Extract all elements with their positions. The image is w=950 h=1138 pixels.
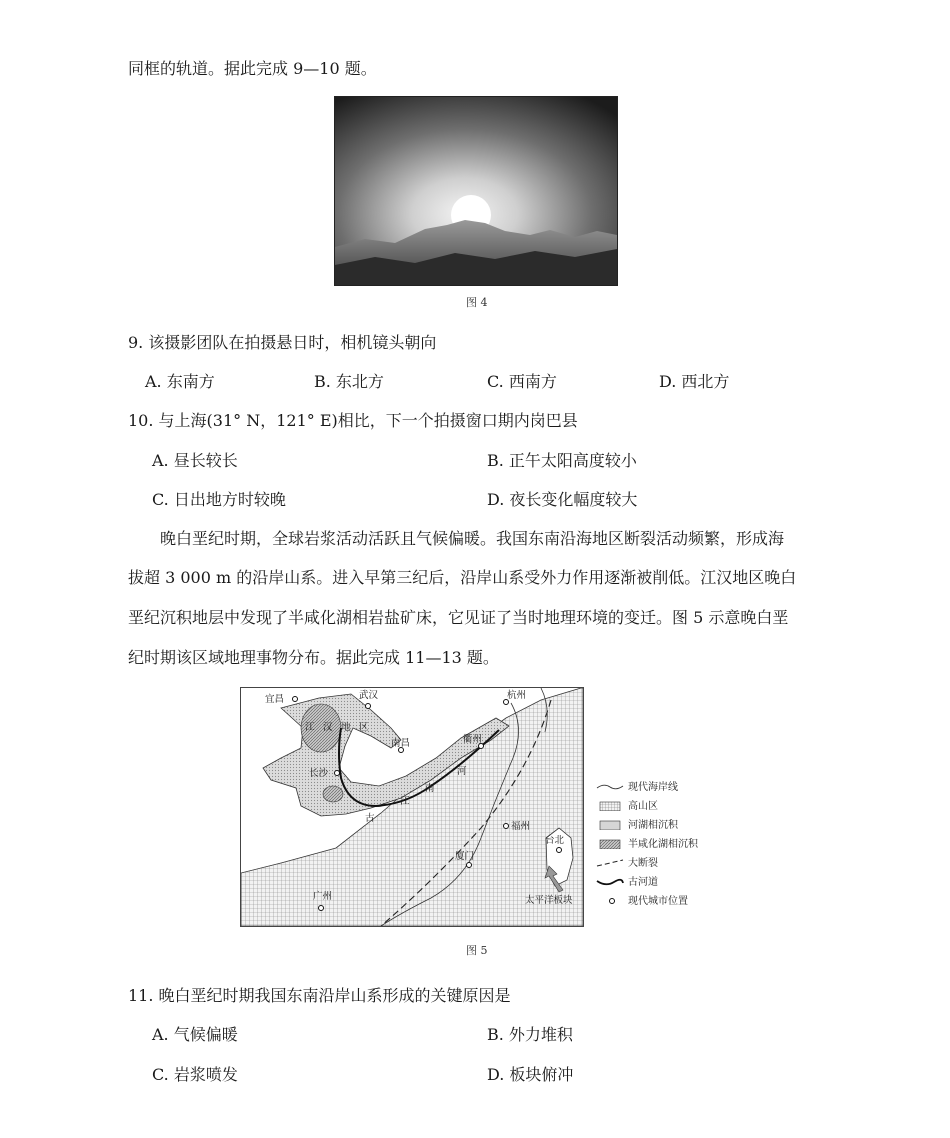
passage-line-1: 晚白垩纪时期，全球岩浆活动活跃且气候偏暖。我国东南沿海地区断裂活动频繁，形成海 — [160, 529, 785, 548]
mountain-area — [241, 688, 583, 926]
passage-line-4: 纪时期该区域地理事物分布。据此完成 11—13 题。 — [128, 648, 499, 667]
figure4-caption: 图 4 — [466, 296, 488, 309]
river-label-4: 河 — [457, 766, 467, 777]
q11-stem: 11. 晚白垩纪时期我国东南沿岸山系形成的关键原因是 — [128, 986, 511, 1005]
city-fuzhou: 福州 — [511, 821, 531, 832]
city-nanchang: 南昌 — [391, 738, 411, 749]
q9-option-a: A. 东南方 — [145, 372, 215, 391]
region-label-3: 地 — [341, 722, 351, 733]
q11-option-d: D. 板块俯冲 — [487, 1065, 574, 1084]
q10-option-a: A. 昼长较长 — [152, 451, 238, 470]
city-xiamen: 厦门 — [455, 851, 475, 862]
passage-line-3: 垩纪沉积地层中发现了半咸化湖相岩盐矿床，它见证了当时地理环境的变迁。图 5 示意晚白垩 — [128, 608, 789, 627]
region-label-4: 区 — [359, 722, 369, 733]
river-label-3: 江 — [400, 796, 410, 807]
q11-option-b: B. 外力堆积 — [487, 1025, 573, 1044]
city-changsha: 长沙 — [309, 768, 329, 779]
figure5-caption: 图 5 — [466, 944, 488, 957]
river-label-1: 古 — [365, 813, 375, 824]
region-label-1: 江 — [305, 722, 315, 733]
city-wuhan: 武汉 — [359, 690, 379, 701]
intro-text: 同框的轨道。据此完成 9—10 题。 — [128, 59, 377, 78]
plate-label: 太平洋板块 — [525, 895, 573, 906]
q9-option-d: D. 西北方 — [659, 372, 730, 391]
passage-line-2: 拔超 3 000 m 的沿岸山系。进入早第三纪后，沿岸山系受外力作用逐渐被削低。江汉地区晚白 — [128, 568, 797, 587]
city-quzhou: 衢州 — [463, 734, 483, 745]
q9-stem: 9. 该摄影团队在拍摄悬日时，相机镜头朝向 — [128, 333, 437, 352]
city-guangzhou: 广州 — [313, 891, 333, 902]
q9-option-c: C. 西南方 — [487, 372, 557, 391]
q10-option-b: B. 正午太阳高度较小 — [487, 451, 637, 470]
sunset-photo — [334, 96, 618, 286]
q9-option-b: B. 东北方 — [314, 372, 384, 391]
geology-map — [240, 687, 584, 927]
q10-option-c: C. 日出地方时较晚 — [152, 490, 286, 509]
city-taipei: 台北 — [545, 835, 565, 846]
region-label-2: 汉 — [323, 722, 333, 733]
q11-option-a: A. 气候偏暖 — [152, 1025, 238, 1044]
city-yichang: 宜昌 — [265, 694, 285, 705]
river-label-2: 南 — [425, 783, 435, 794]
q10-option-d: D. 夜长变化幅度较大 — [487, 490, 638, 509]
q11-option-c: C. 岩浆喷发 — [152, 1065, 238, 1084]
city-hangzhou: 杭州 — [507, 690, 527, 701]
q10-stem: 10. 与上海(31° N，121° E)相比，下一个拍摄窗口期内岗巴县 — [128, 411, 578, 430]
